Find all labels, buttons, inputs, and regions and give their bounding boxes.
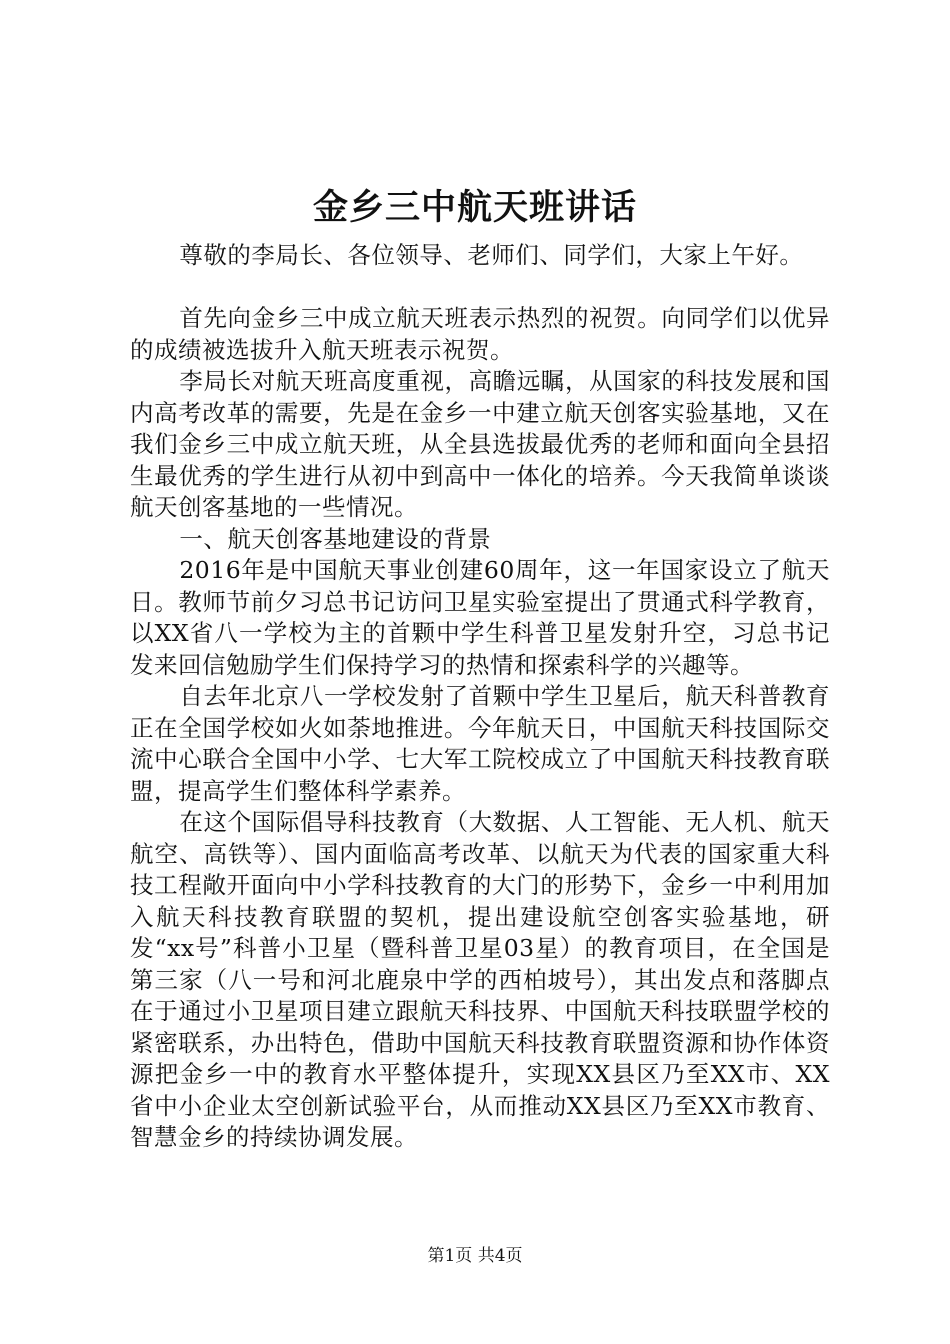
paragraph-satellite-project: 在这个国际倡导科技教育（大数据、人工智能、无人机、航天航空、高铁等）、国内面临高考改革、以航天为代表的国家重大科技工程敞开面向中小学科技教育的大门的形势下，金乡一中利用加入航天科技教育联盟的契机，提出建设航空创客实验基地，研发“xx号”科普小卫星（暨科普卫星03星）的教育项目，在全国是第三家（八一号和河北鹿泉中学的西柏坡号），其出发点和落脚点在于通过小卫星项目建立跟航天科技界、中国航天科技联盟学校的紧密联系，办出特色，借助中国航天科技教育联盟资源和协作体资源把金乡一中的教育水平整体提升，实现XX县区乃至XX市、XX省中小企业太空创新试验平台，从而推动XX县区乃至XX市教育、智慧金乡的持续协调发展。 [130, 808, 830, 1151]
page-footer: 第1页 共4页 [427, 1246, 523, 1266]
paragraph-2016-space-day: 2016年是中国航天事业创建60周年，这一年国家设立了航天日。教师节前夕习总书记访问卫星实验室提出了贯通式科学教育，以XX省八一学校为主的首颗中学生科普卫星发射升空，习总书记发来回信勉励学生们保持学习的热情和探索科学的兴趣等。 [130, 556, 830, 679]
paragraph-space-education-alliance: 自去年北京八一学校发射了首颗中学生卫星后，航天科普教育正在全国学校如火如荼地推进。今年航天日，中国航天科技国际交流中心联合全国中小学、七大军工院校成立了中国航天科技教育联盟，提高学生们整体科学素养。 [130, 682, 830, 805]
document-body [130, 240, 830, 1154]
paragraph-director-support: 李局长对航天班高度重视，高瞻远瞩，从国家的科技发展和国内高考改革的需要，先是在金乡一中建立航天创客实验基地，又在我们金乡三中成立航天班，从全县选拔最优秀的老师和面向全县招生最优秀的学生进行从初中到高中一体化的培养。今天我简单谈谈航天创客基地的一些情况。 [130, 367, 830, 521]
greeting-paragraph: 尊敬的李局长、各位领导、老师们、同学们，大家上午好。 [179, 241, 804, 269]
document-title: 金乡三中航天班讲话 [312, 187, 637, 228]
paragraph-congratulations: 首先向金乡三中成立航天班表示热烈的祝贺。向同学们以优异的成绩被选拔升入航天班表示祝贺。 [130, 304, 830, 364]
section-heading-background: 一、航天创客基地建设的背景 [179, 524, 492, 553]
